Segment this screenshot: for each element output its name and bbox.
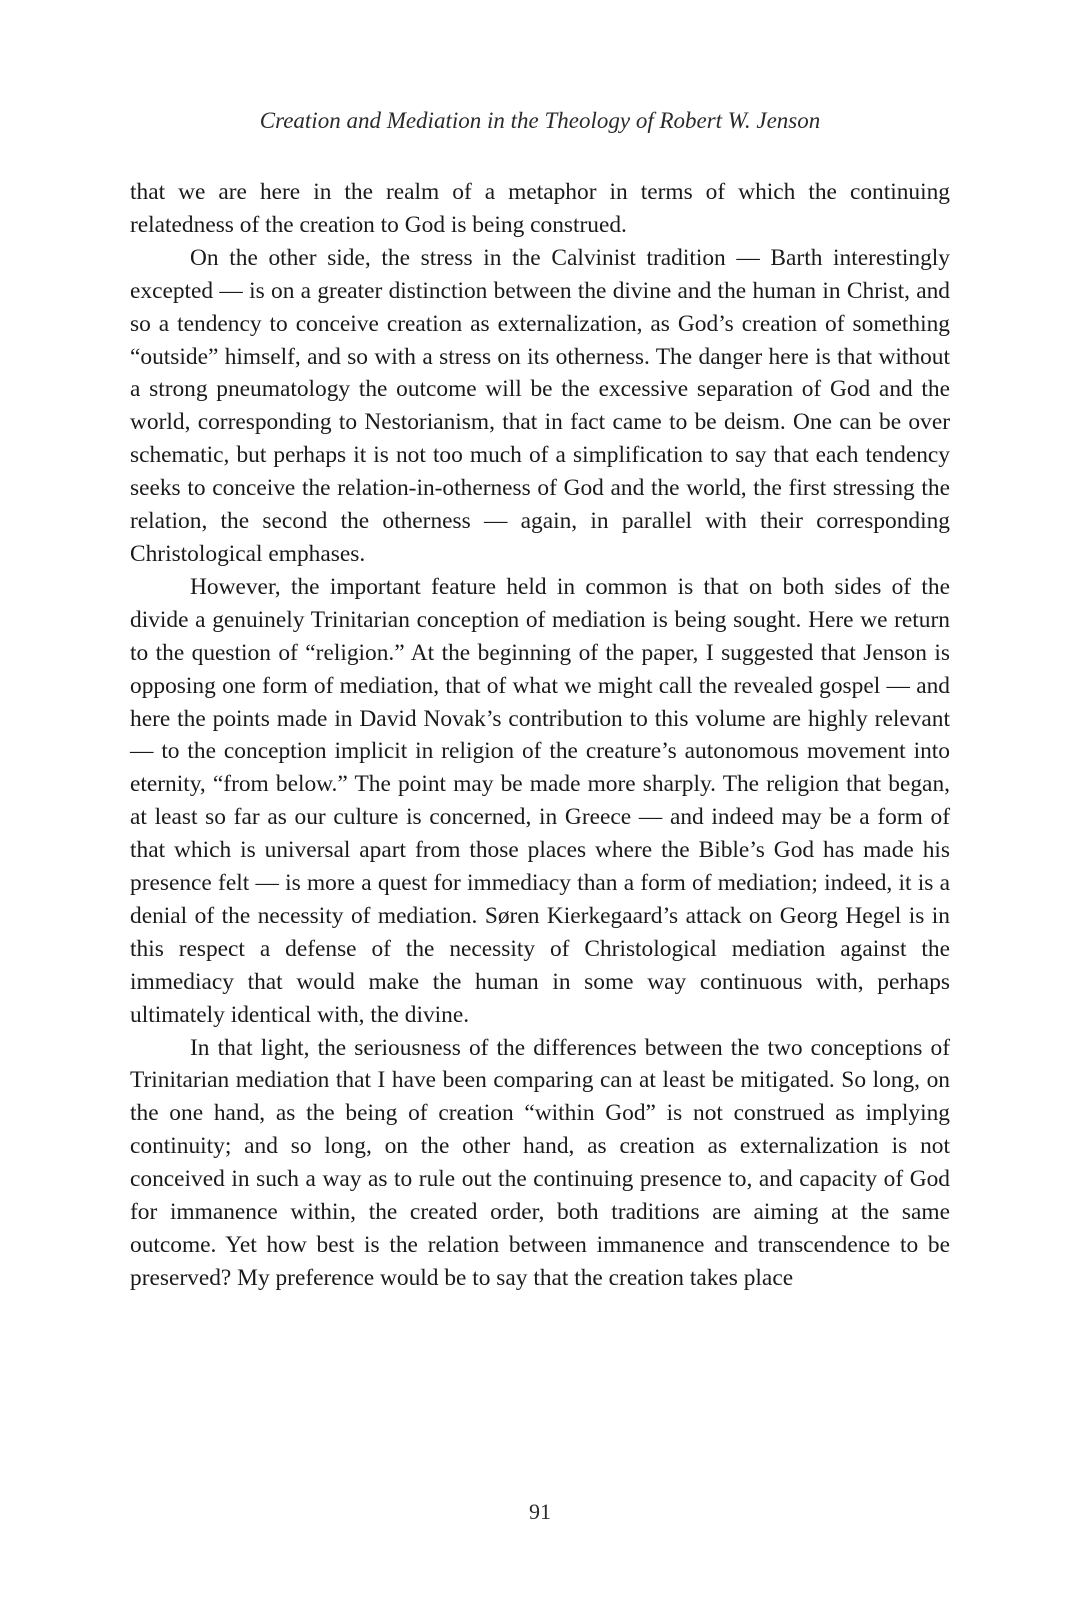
body-text (130, 176, 950, 1295)
paragraph: On the other side, the stress in the Calvinist tradition — Barth interestingly excepted — is on a greater distinction between the divine and the human in Christ, and so a tendency to conceive creation as externalization, as God’s creation of something “outside” himself, and so with a stress on its otherness. The danger here is that without a strong pneumatology the outcome will be the excessive separation of God and the world, corresponding to Nestorianism, that in fact came to be deism. One can be over schematic, but perhaps it is not too much of a simplification to say that each tendency seeks to conceive the relation-in-otherness of God and the world, the first stressing the relation, the second the otherness — again, in parallel with their corresponding Christological emphases. (130, 244, 950, 567)
page-number: 91 (529, 1499, 551, 1524)
paragraph-continuation: that we are here in the realm of a metaphor in terms of which the continuing relatedness of the creation to God is being construed. (130, 179, 950, 238)
paragraph: However, the important feature held in common is that on both sides of the divide a genuinely Trinitarian conception of mediation is being sought. Here we return to the question of “religion.” At the beginning of the paper, I suggested that Jenson is opposing one form of mediation, that of what we might call the revealed gospel — and here the points made in David Novak’s contribution to this volume are highly relevant — to the conception implicit in religion of the creature’s autonomous movement into eternity, “from below.” The point may be made more sharply. The religion that began, at least so far as our culture is concerned, in Greece — and indeed may be a form of that which is universal apart from those places where the Bible’s God has made his presence felt — is more a quest for immediacy than a form of mediation; indeed, it is a denial of the necessity of mediation. Søren Kierkegaard’s attack on Georg Hegel is in this respect a defense of the necessity of Christological mediation against the immediacy that would make the human in some way continuous with, perhaps ultimately identical with, the divine. (130, 573, 950, 1028)
paragraph: In that light, the seriousness of the differences between the two conceptions of Trinitarian mediation that I have been comparing can at least be mitigated. So long, on the one hand, as the being of creation “within God” is not construed as implying continuity; and so long, on the other hand, as creation as externalization is not conceived in such a way as to rule out the continuing presence to, and capacity of God for immanence within, the created order, both traditions are aiming at the same outcome. Yet how best is the relation between immanence and transcendence to be preserved? My preference would be to say that the creation takes place (130, 1034, 950, 1291)
running-head: Creation and Mediation in the Theology of Robert W. Jenson (259, 108, 821, 133)
